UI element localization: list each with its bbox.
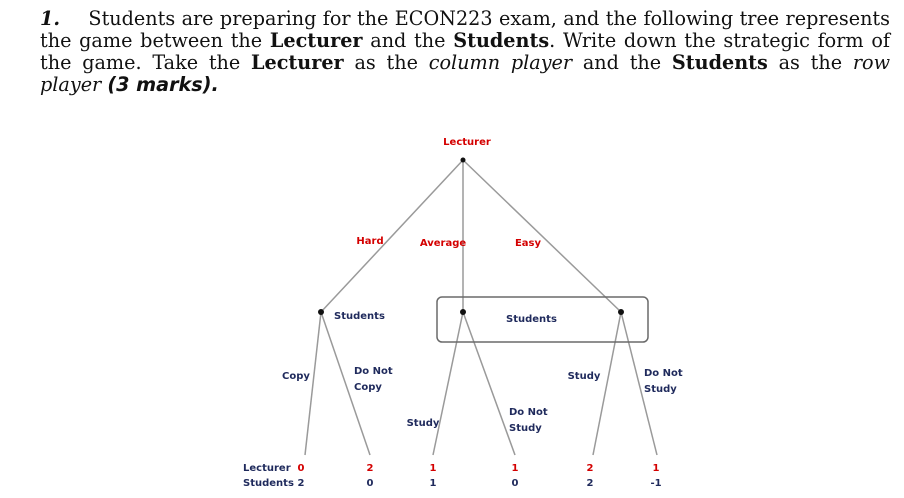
row-player-term: row player [40,51,891,96]
students-label-info-set: Students [506,314,557,325]
question-part-2: . Write down the strategic form of the game. Take the [40,29,890,74]
students-term: Students [453,29,550,52]
edge-copy [305,312,321,455]
students-term-2: Students [671,51,768,74]
students-node-left [318,309,324,315]
action-do-not-study-mid-line1: Do Not [509,407,548,418]
payoff-students-6: -1 [650,478,662,489]
marks-note: (3 marks). [107,73,219,96]
action-hard: Hard [356,236,384,247]
payoff-students-4: 0 [511,478,519,489]
root-node [461,158,466,163]
edge-hard [321,160,463,312]
action-do-not-study-right-line2: Study [644,384,677,395]
edge-study-right [593,312,621,455]
action-copy: Copy [282,371,310,382]
action-study-mid: Study [406,418,440,429]
action-average: Average [419,238,467,249]
payoff-students-5: 2 [586,478,594,489]
payoff-students-2: 0 [366,478,374,489]
lecturer-term: Lecturer [269,29,363,52]
action-do-not-study-mid-line2: Study [509,423,542,434]
root-label: Lecturer [443,137,491,148]
question-part-1: Students are preparing for the ECON223 exam, and the following tree represents the game between the [40,7,890,52]
question-as-2: as the [778,51,843,74]
question-as: as the [354,51,418,74]
payoff-students-1: 2 [297,478,305,489]
payoff-label-lecturer: Lecturer [243,463,291,474]
action-do-not-study-right-line1: Do Not [644,368,683,379]
payoff-lecturer-3: 1 [429,463,437,474]
action-do-not-copy-line2: Copy [354,382,382,393]
action-easy: Easy [514,238,542,249]
action-do-not-copy-line1: Do Not [354,366,393,377]
payoff-lecturer-4: 1 [511,463,519,474]
edge-easy [463,160,621,312]
lecturer-term-2: Lecturer [251,51,344,74]
question-and-2: and the [582,51,662,74]
students-label-left: Students [334,311,385,322]
payoff-lecturer-5: 2 [586,463,594,474]
payoff-lecturer-6: 1 [652,463,660,474]
payoff-lecturer-2: 2 [366,463,374,474]
students-node-right [618,309,624,315]
action-study-right: Study [567,371,601,382]
column-player-term: column player [428,51,573,74]
edge-do-not-study-mid [463,312,515,455]
question-number: 1. [40,7,61,30]
payoff-students-3: 1 [429,478,437,489]
students-node-mid [460,309,466,315]
payoff-lecturer-1: 0 [297,463,305,474]
payoff-label-students: Students [243,478,294,489]
question-and: and the [370,29,446,52]
